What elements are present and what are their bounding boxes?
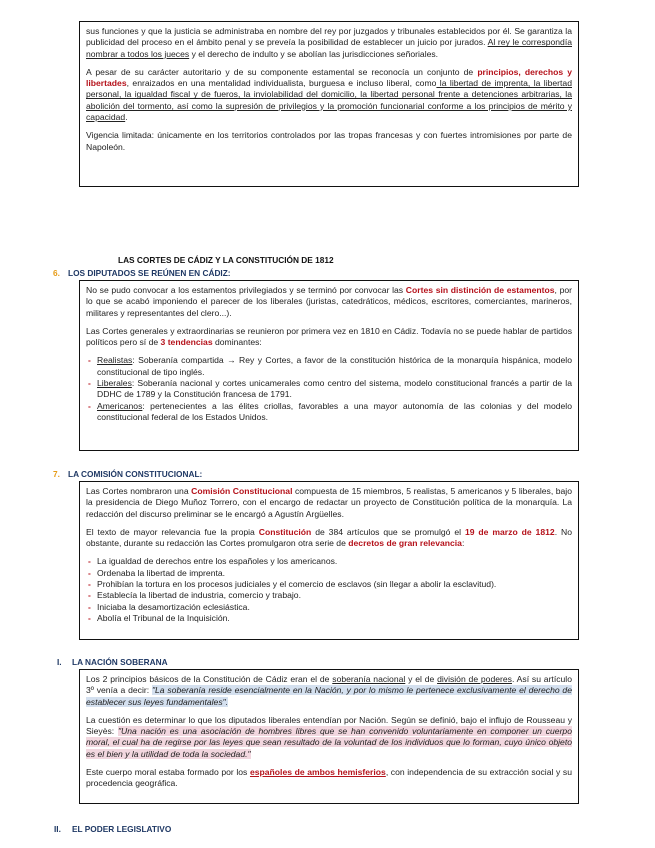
continuation-paragraph-1: sus funciones y que la justicia se administraba en nombre del rey por juzgados y tribunales establecidos por él. Se garantiza la publicidad del proceso en el ámbito penal y se preveía la posibilidad de establecer un juicio por jurados. Al rey le correspondía nombrar a todos los jueces y el derecho de indulto y se abolían las jurisdicciones señoriales.	[86, 26, 573, 59]
decretos-list	[86, 556, 572, 624]
list-item: - Prohibían la tortura en los procesos judiciales y el comercio de esclavos (sin llegar a abolir la esclavitud).	[86, 579, 572, 590]
list-item: - Americanos: pertenecientes a las élites criollas, favorables a una mayor autonomía de las colonias y del modelo constitucional federal de los Estados Unidos.	[86, 401, 572, 424]
list-item: - Realistas: Soberanía compartida → Rey y Cortes, a favor de la constitución histórica de la monarquía hispánica, modelo constitucional de tipo inglés.	[86, 355, 572, 378]
section-title: LAS CORTES DE CÁDIZ Y LA CONSTITUCIÓN DE 1812	[118, 255, 334, 265]
section-I-heading: LA NACIÓN SOBERANA	[72, 657, 168, 667]
section-7-heading: LA COMISIÓN CONSTITUCIONAL:	[68, 469, 203, 479]
section-6-box	[79, 280, 579, 451]
section-7-paragraph-2: El texto de mayor relevancia fue la propia Constitución de 384 artículos que se promulgó el 19 de marzo de 1812. No obstante, durante su redacción las Cortes promulgaron otra serie de decretos de gran relevancia:	[86, 526, 572, 549]
list-item: - La igualdad de derechos entre los españoles y los americanos.	[86, 556, 572, 567]
list-item: - Abolía el Tribunal de la Inquisición.	[86, 613, 572, 624]
section-II-heading: EL PODER LEGISLATIVO	[72, 824, 172, 834]
list-item: - Establecía la libertad de industria, comercio y trabajo.	[86, 590, 572, 601]
continuation-paragraph-2: A pesar de su carácter autoritario y de su componente estamental se reconocía un conjunto de principios, derechos y libertades, enraizados en una mentalidad individualista, burguesa e incluso liberal, como la libertad de imprenta, la libertad personal, la igualdad fiscal y de fueros, la inviolabilidad del domicilio, la libertad personal frente a detenciones arbitrarias, la abolición del tormento, así como la supresión de privilegios y la promoción funcionarial conforme a los principios de mérito y capacidad.	[86, 66, 572, 123]
tendencias-list	[86, 355, 572, 423]
list-item: - Ordenaba la libertad de imprenta.	[86, 568, 572, 579]
section-7-number: 7.	[53, 469, 60, 479]
section-I-paragraph-2: La cuestión es determinar lo que los diputados liberales entendían por Nación. Según se definió, bajo el influjo de Rousseau y Sieyès: "Una nación es una asociación de hombres libres que se han convenido voluntariamente en componer un cuerpo moral, el cual ha de regirse por las leyes que sean resultado de la voluntad de los individuos que lo forman, cuyo único objeto es el bien y la utilidad de toda la sociedad."	[86, 714, 572, 759]
section-6-heading: LOS DIPUTADOS SE REÚNEN EN CÁDIZ:	[68, 268, 231, 278]
section-6-paragraph-1: No se pudo convocar a los estamentos privilegiados y se terminó por convocar las Cortes sin distinción de estamentos, por lo que se acabó imponiendo el parecer de los liberales (juristas, catedráticos, médicos, escritores, comerciantes, marineros, militares y representantes del clero...).	[86, 285, 573, 318]
section-7-box	[79, 481, 579, 640]
section-I-box	[79, 669, 579, 804]
continuation-box	[79, 21, 579, 187]
list-item: - Liberales: Soberanía nacional y cortes unicamerales como centro del sistema, modelo constitucional francés a partir de la DDHC de 1789 y la Constitución francesa de 1791.	[86, 378, 572, 401]
section-I-paragraph-1: Los 2 principios básicos de la Constitución de Cádiz eran el de soberanía nacional y el de división de poderes. Así su artículo 3º venía a decir: "La soberanía reside esencialmente en la Nación, y por lo mismo le pertenece exclusivamente el derecho de establecer sus leyes fundamentales".	[86, 674, 572, 707]
section-I-number: I.	[57, 657, 62, 667]
section-II-number: II.	[54, 824, 61, 834]
section-6-paragraph-2: Las Cortes generales y extraordinarias se reunieron por primera vez en 1810 en Cádiz. Todavía no se puede hablar de partidos políticos pero sí de 3 tendencias dominantes:	[86, 325, 572, 348]
section-7-paragraph-1: Las Cortes nombraron una Comisión Constitucional compuesta de 15 miembros, 5 realistas, 5 americanos y 5 liberales, bajo la presidencia de Diego Muñoz Torrero, con el encargo de redactar un proyecto de Constitución política de la monarquía. La redacción del discurso preliminar se le encargó a Agustín Argüelles.	[86, 486, 572, 519]
section-I-paragraph-3: Este cuerpo moral estaba formado por los españoles de ambos hemisferios, con independencia de su extracción social y su procedencia geográfica.	[86, 767, 572, 789]
continuation-paragraph-3: Vigencia limitada: únicamente en los territorios controlados por las tropas francesas y con fuertes intromisiones por parte de Napoleón.	[86, 130, 572, 152]
section-6-number: 6.	[53, 268, 60, 278]
list-item: - Iniciaba la desamortización eclesiástica.	[86, 602, 572, 613]
